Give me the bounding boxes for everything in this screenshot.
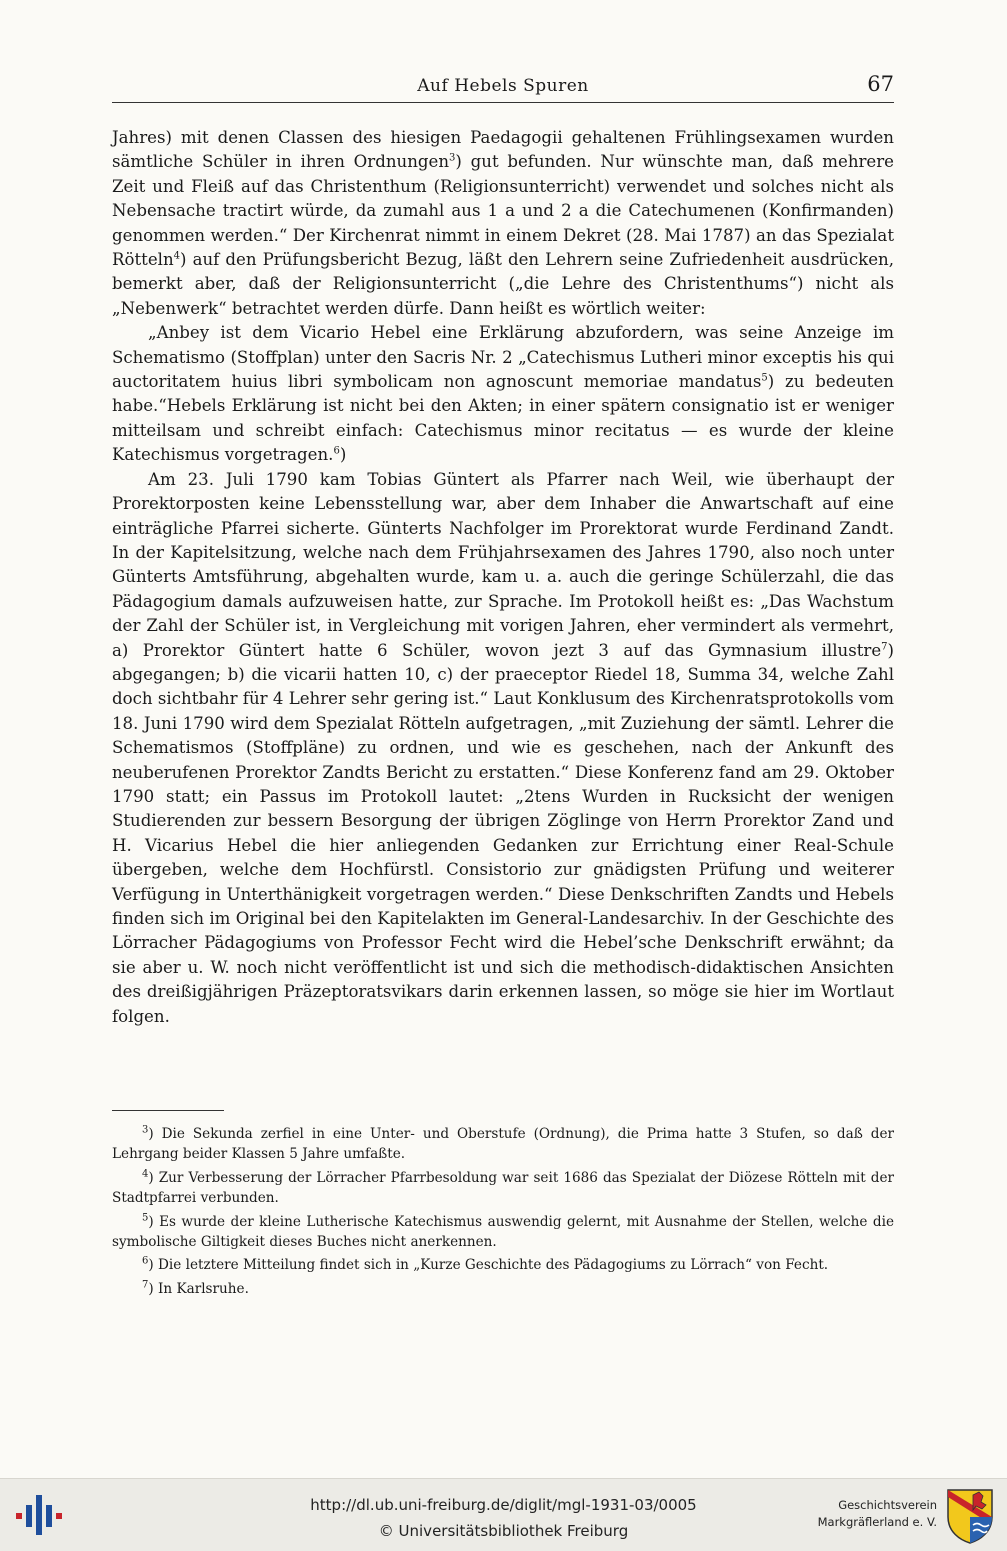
society-name-line2: Markgräflerland e. V. bbox=[817, 1515, 937, 1529]
text-run: ) gut befunden. Nur wünschte man, daß mehrere Zeit und Fleiß auf das Christenthum (Religionsunterricht) verwendet und solches nicht als Nebensache tractirt würde, da zumahl aus 1 a und 2 a die Catechumenen (Konfirmanden) genommen werden.“ Der Kirchenrat nimmt in einem Dekret (28. Mai 1787) an das Spezialat Rötteln bbox=[112, 152, 895, 270]
copyright-notice: © Universitätsbibliothek Freiburg bbox=[378, 1522, 629, 1540]
viewer-footer bbox=[0, 1478, 1007, 1551]
footnote-text: ) Die letztere Mitteilung findet sich in „Kurze Geschichte des Pädagogiums zu Lörrach“ von Fecht. bbox=[148, 1257, 829, 1274]
footnote-ref-4[interactable]: 4 bbox=[173, 250, 181, 262]
society-name bbox=[818, 1497, 937, 1531]
text-run: „Anbey ist dem Vicario Hebel eine Erklärung abzufordern, was seine Anzeige im Schematismo (Stoffplan) unter den Sacris Nr. 2 „Catechismus Lutheri minor exceptis his qui auctoritatem huius libri symbolicam non agnoscunt memoriae mandatus bbox=[112, 323, 894, 392]
text-run: Am 23. Juli 1790 kam Tobias Güntert als Pfarrer nach Weil, wie überhaupt der Prorektorposten keine Lebensstellung war, aber dem Inhaber die Anwartschaft auf eine einträgliche Pfarrei sicherte. Günterts Nachfolger im Prorektorat wurde Ferdinand Zandt. In der Kapitelsitzung, welche nach dem Frühjahrsexamen des Jahres 1790, also noch unter Günterts Amtsführung, abgehalten wurde, kam u. a. auch die geringe Schülerzahl, die das Pädagogium damals aufzuweisen hatte, zur Sprache. Im Protokoll heißt es: „Das Wachstum der Zahl der Schüler ist, in Vergleichung mit vorigen Jahren, eher vermindert als vermehrt, a) Prorektor Güntert hatte 6 Schüler, wovon jezt 3 auf das Gymnasium illustre bbox=[112, 469, 894, 660]
footnote-number: 3 bbox=[142, 1124, 149, 1136]
permalink-url[interactable]: http://dl.ub.uni-freiburg.de/diglit/mgl-1931-03/0005 bbox=[310, 1496, 697, 1514]
footnote-text: ) In Karlsruhe. bbox=[148, 1280, 249, 1297]
footnote-text: ) Zur Verbesserung der Lörracher Pfarrbesoldung war seit 1686 das Spezialat der Diözese Rötteln mit der Stadtpfarrei verbunden. bbox=[112, 1169, 894, 1207]
footnote-5 bbox=[112, 1212, 894, 1253]
text-run: Jahres) mit denen Classen des hiesigen Paedagogii gehaltenen Frühlingsexamen wurden sämtliche Schüler in ihren Ordnungen bbox=[112, 128, 894, 172]
text-run: ) auf den Prüfungsbericht Bezug, läßt den Lehrern seine Zufriedenheit ausdrücken, bemerkt aber, daß der Religionsunterricht („die Lehre des Christenthums“) nicht als „Nebenwerk“ betrachtet werden dürfe. Dann heißt es wörtlich weiter: bbox=[112, 250, 894, 318]
footnote-ref-3[interactable]: 3 bbox=[449, 152, 456, 164]
paragraph-3 bbox=[112, 468, 894, 1029]
footnote-number: 4 bbox=[142, 1168, 149, 1180]
paragraph-1 bbox=[112, 126, 894, 321]
footnote-number: 5 bbox=[142, 1212, 149, 1224]
footnotes bbox=[112, 1124, 894, 1302]
society-name-line1: Geschichtsverein bbox=[838, 1498, 937, 1512]
running-title: Auf Hebels Spuren bbox=[417, 76, 589, 96]
page-number: 67 bbox=[867, 72, 894, 96]
society-crest-icon bbox=[945, 1487, 995, 1545]
text-run: ) abgegangen; b) die vicarii hatten 10, c) der praeceptor Riedel 18, Summa 34, welche Zahl doch sichtbahr für 4 Lehrer sehr gering ist.“ Laut Konklusum des Kirchenratsprotokolls vom 18. Juni 1790 wird dem Spezialat Rötteln aufgetragen, „mit Zuziehung der sämtl. Lehrer die Schematismos (Stoffpläne) zu ordnen, und wie es geschehen, nach der Ankunft des neuberufenen Prorektor Zandts Bericht zu erstatten.“ Diese Konferenz fand am 29. Oktober 1790 statt; ein Passus im Protokoll lautet: „2tens Wurden in Rucksicht der wenigen Studierenden zur bessern Besorgung der übrigen Zöglinge von Herrn Prorektor Zand und H. Vicarius Hebel die hier anliegenden Gedanken zur Errichtung einer Real-Schule übergeben, welche dem Hochfürstl. Consistorio zur gnädigsten Prüfung und weiterer Verfügung in Unterthänigkeit vorgetragen werden.“ Diese Denkschriften Zandts und Hebels finden sich im Original bei den Kapitelakten im General-Landesarchiv. In der Geschichte des Lörracher Pädagogiums von Professor Fecht wird die Hebel’sche Denkschrift erwähnt; da sie aber u. W. noch nicht veröffentlicht ist und sich die methodisch-didaktischen Ansichten des dreißigjährigen Präzeptoratsvikars darin erkennen lassen, so möge sie hier im Wortlaut folgen. bbox=[112, 640, 894, 1026]
footnote-number: 6 bbox=[142, 1255, 149, 1267]
header-rule bbox=[112, 102, 894, 103]
footnote-7 bbox=[112, 1279, 894, 1299]
footnote-6 bbox=[112, 1255, 894, 1275]
footnote-ref-6[interactable]: 6 bbox=[333, 445, 340, 457]
footnote-3 bbox=[112, 1124, 894, 1165]
paragraph-2 bbox=[112, 321, 894, 467]
footnote-text: ) Es wurde der kleine Lutherische Katechismus auswendig gelernt, mit Ausnahme der Stellen, welche die symbolische Giltigkeit dieses Buches nicht anerkennen. bbox=[112, 1213, 894, 1251]
footnote-rule bbox=[112, 1110, 224, 1111]
footnote-ref-5[interactable]: 5 bbox=[761, 372, 768, 384]
footnote-text: ) Die Sekunda zerfiel in eine Unter- und Oberstufe (Ordnung), die Prima hatte 3 Stufen, so daß der Lehrgang beider Klassen 5 Jahre umfaßte. bbox=[112, 1126, 894, 1163]
footnote-number: 7 bbox=[142, 1279, 149, 1291]
footnote-ref-7[interactable]: 7 bbox=[881, 641, 888, 652]
text-run: ) bbox=[339, 445, 347, 465]
body-text bbox=[112, 126, 894, 1029]
footnote-4 bbox=[112, 1168, 894, 1209]
text-run: ) zu bedeuten habe.“Hebels Erklärung ist nicht bei den Akten; in einer spätern consignatio ist er weniger mitteilsam und schreibt einfach: Catechismus minor recitatus — es wurde der kleine Katechismus vorgetragen. bbox=[112, 372, 894, 465]
running-head bbox=[112, 70, 894, 102]
